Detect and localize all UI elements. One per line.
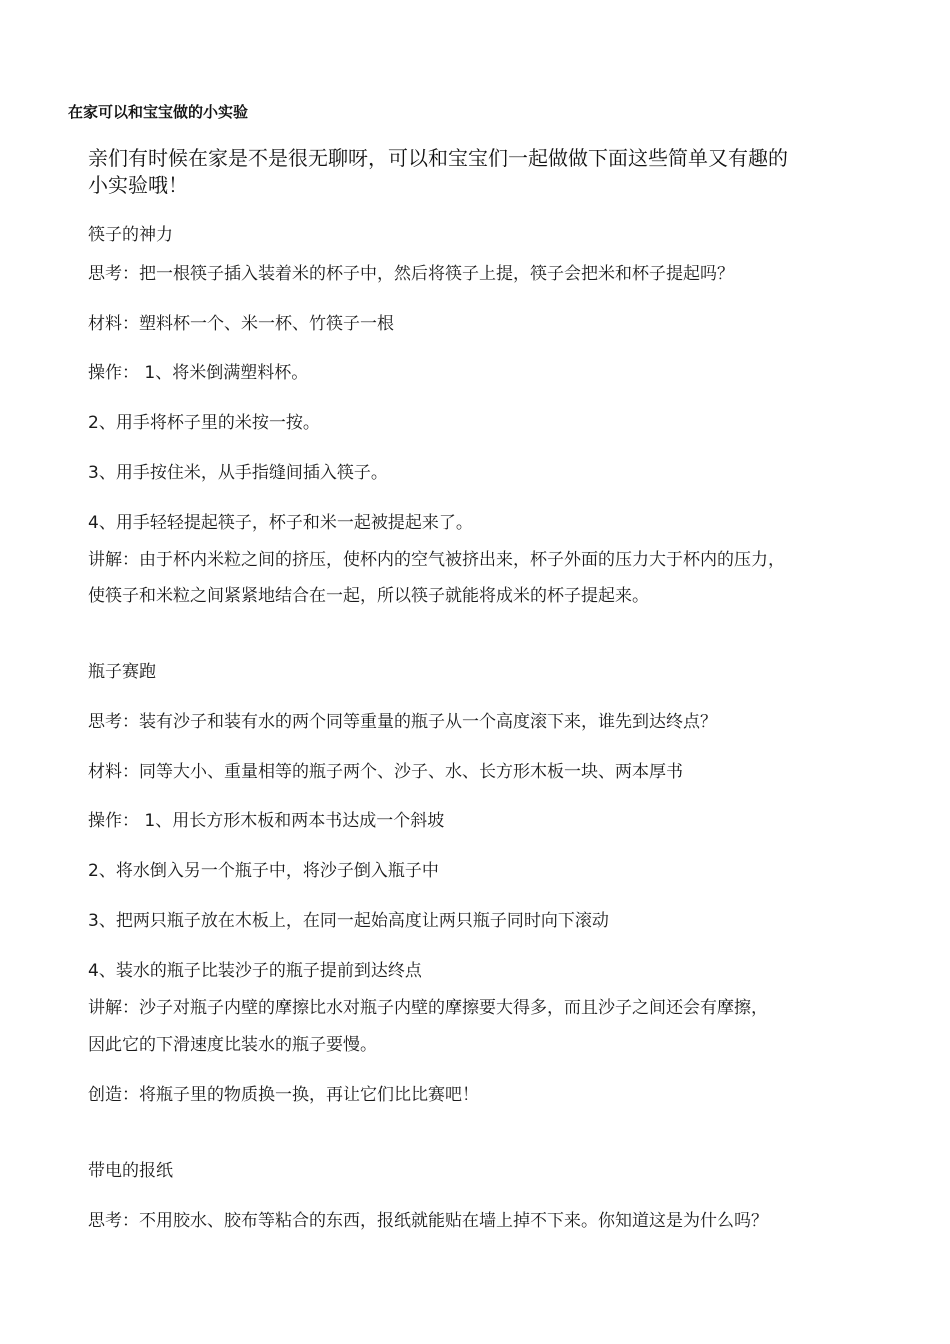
think-line: 思考：装有沙子和装有水的两个同等重量的瓶子从一个高度滚下来，谁先到达终点？ xyxy=(88,712,717,732)
step-line: 操作： 1、用长方形木板和两本书达成一个斜坡 xyxy=(88,811,445,831)
think-line: 思考：把一根筷子插入装着米的杯子中，然后将筷子上提，筷子会把米和杯子提起吗？ xyxy=(88,264,734,284)
explain-line: 讲解：由于杯内米粒之间的挤压，使杯内的空气被挤出来，杯子外面的压力大于杯内的压力， xyxy=(88,550,785,570)
step-line: 2、将水倒入另一个瓶子中，将沙子倒入瓶子中 xyxy=(88,861,439,881)
explain-line: 使筷子和米粒之间紧紧地结合在一起，所以筷子就能将成米的杯子提起来。 xyxy=(88,586,649,606)
step-line: 3、用手按住米，从手指缝间插入筷子。 xyxy=(88,463,388,483)
experiment-heading: 瓶子赛跑 xyxy=(88,662,156,682)
materials-line: 材料：塑料杯一个、米一杯、竹筷子一根 xyxy=(88,314,394,334)
create-line: 创造：将瓶子里的物质换一换，再让它们比比赛吧！ xyxy=(88,1085,479,1105)
step-line: 4、装水的瓶子比装沙子的瓶子提前到达终点 xyxy=(88,961,422,981)
step-line: 操作： 1、将米倒满塑料杯。 xyxy=(88,363,309,383)
intro-line: 小实验哦！ xyxy=(88,173,188,197)
step-line: 3、把两只瓶子放在木板上，在同一起始高度让两只瓶子同时向下滚动 xyxy=(88,911,609,931)
experiment-heading: 带电的报纸 xyxy=(88,1161,173,1181)
document-title: 在家可以和宝宝做的小实验 xyxy=(68,103,249,121)
step-line: 2、用手将杯子里的米按一按。 xyxy=(88,413,320,433)
step-line: 4、用手轻轻提起筷子，杯子和米一起被提起来了。 xyxy=(88,513,473,533)
explain-line: 因此它的下滑速度比装水的瓶子要慢。 xyxy=(88,1035,377,1055)
explain-line: 讲解：沙子对瓶子内壁的摩擦比水对瓶子内壁的摩擦要大得多，而且沙子之间还会有摩擦， xyxy=(88,998,768,1018)
intro-line: 亲们有时候在家是不是很无聊呀，可以和宝宝们一起做做下面这些简单又有趣的 xyxy=(88,146,788,170)
intro-paragraph xyxy=(88,145,868,199)
think-line: 思考：不用胶水、胶布等粘合的东西，报纸就能贴在墙上掉不下来。你知道这是为什么吗？ xyxy=(88,1211,768,1231)
materials-line: 材料：同等大小、重量相等的瓶子两个、沙子、水、长方形木板一块、两本厚书 xyxy=(88,762,683,782)
experiment-heading: 筷子的神力 xyxy=(88,225,173,245)
